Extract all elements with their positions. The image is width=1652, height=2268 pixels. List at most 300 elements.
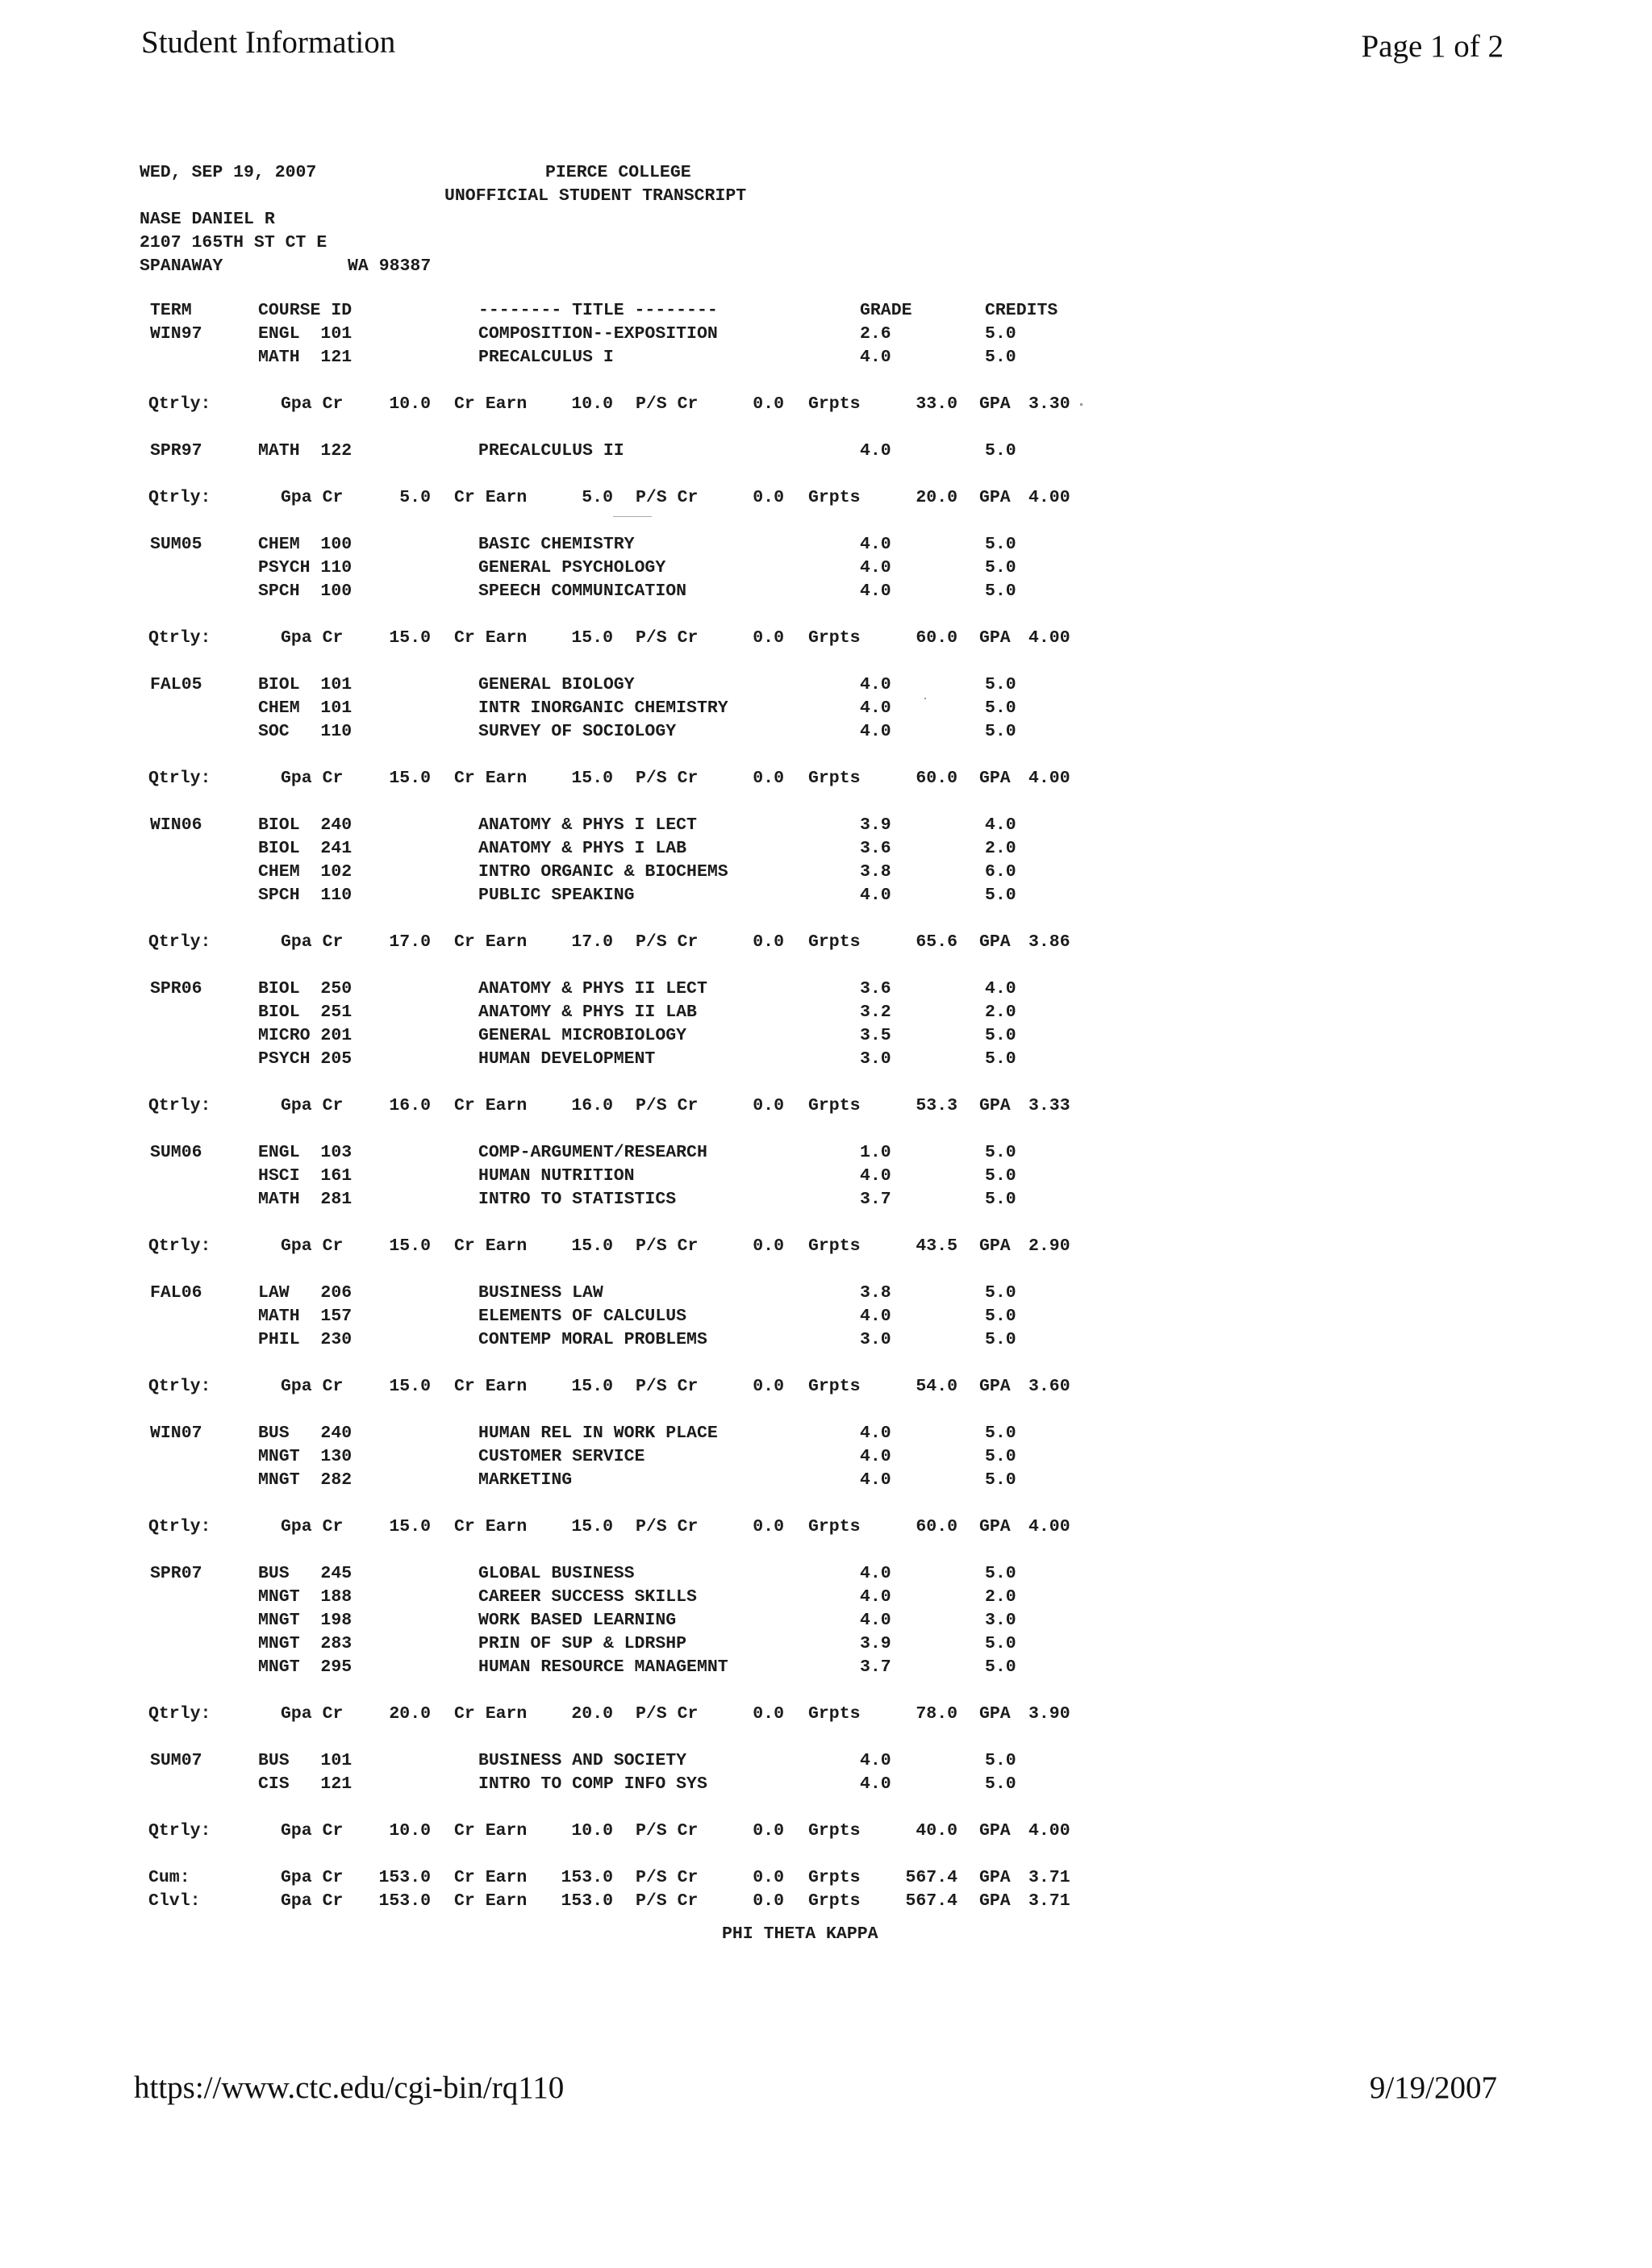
summary-label: Qtrly: — [148, 1096, 211, 1115]
course-grade: 4.0 — [860, 722, 891, 741]
course-row — [0, 698, 1129, 722]
course-credits: 6.0 — [985, 862, 1016, 882]
gpa-value: 4.00 — [1028, 1517, 1070, 1536]
gpa-cr-label: Gpa Cr — [281, 1377, 344, 1396]
term-code: WIN97 — [150, 324, 202, 344]
scan-speck — [924, 698, 926, 699]
course-grade: 4.0 — [860, 582, 891, 601]
cr-earn-label: Cr Earn — [454, 1891, 528, 1911]
course-title: COMP-ARGUMENT/RESEARCH — [478, 1143, 707, 1162]
course-title: ANATOMY & PHYS I LECT — [478, 815, 697, 835]
gpa-cr-value: 20.0 — [389, 1704, 431, 1724]
course-row — [0, 1564, 1129, 1587]
gpa-cr-label: Gpa Cr — [281, 1868, 344, 1887]
cr-earn-value: 20.0 — [571, 1704, 613, 1724]
course-row — [0, 979, 1129, 1003]
course-id: MNGT 188 — [258, 1587, 353, 1607]
gpa-label: GPA — [979, 769, 1011, 788]
summary-label: Qtrly: — [148, 769, 211, 788]
quarter-summary-row — [0, 1096, 1129, 1119]
col-term-header: TERM — [150, 301, 192, 320]
summary-label: Cum: — [148, 1868, 190, 1887]
gpa-label: GPA — [979, 1868, 1011, 1887]
course-title: CAREER SUCCESS SKILLS — [478, 1587, 697, 1607]
course-credits: 5.0 — [985, 558, 1016, 577]
ps-cr-label: P/S Cr — [636, 1868, 699, 1887]
cr-earn-value: 15.0 — [571, 1236, 613, 1256]
spacer — [0, 1400, 1129, 1424]
gpa-label: GPA — [979, 1704, 1011, 1724]
course-row — [0, 441, 1129, 465]
student-city: SPANAWAY — [140, 256, 223, 276]
gpa-cr-label: Gpa Cr — [281, 1236, 344, 1256]
course-id: SPCH 110 — [258, 886, 353, 905]
course-credits: 5.0 — [985, 698, 1016, 718]
course-id: PHIL 230 — [258, 1330, 353, 1349]
scan-speck — [1080, 403, 1083, 406]
term-code: SUM05 — [150, 535, 202, 554]
cr-earn-value: 10.0 — [571, 394, 613, 414]
course-grade: 3.5 — [860, 1026, 891, 1045]
course-grade: 4.0 — [860, 348, 891, 367]
gpa-cr-value: 15.0 — [389, 1517, 431, 1536]
course-grade: 4.0 — [860, 535, 891, 554]
summary-label: Qtrly: — [148, 1377, 211, 1396]
quarter-summary-row — [0, 628, 1129, 652]
course-title: MARKETING — [478, 1470, 573, 1490]
course-title: BASIC CHEMISTRY — [478, 535, 635, 554]
course-credits: 5.0 — [985, 1774, 1016, 1794]
course-title: SPEECH COMMUNICATION — [478, 582, 687, 601]
spacer — [0, 1353, 1129, 1377]
course-id: MNGT 130 — [258, 1447, 353, 1466]
ps-cr-value: 0.0 — [753, 488, 784, 507]
term-code: SPR97 — [150, 441, 202, 461]
gpa-label: GPA — [979, 1096, 1011, 1115]
transcript-table — [0, 301, 1129, 1915]
course-grade: 3.7 — [860, 1657, 891, 1677]
ps-cr-value: 0.0 — [753, 1704, 784, 1724]
gpa-cr-value: 15.0 — [389, 769, 431, 788]
course-grade: 4.0 — [860, 558, 891, 577]
ps-cr-value: 0.0 — [753, 1377, 784, 1396]
spacer — [0, 652, 1129, 675]
course-grade: 3.9 — [860, 815, 891, 835]
course-credits: 2.0 — [985, 1003, 1016, 1022]
gpa-label: GPA — [979, 628, 1011, 648]
cr-earn-label: Cr Earn — [454, 628, 528, 648]
grpts-label: Grpts — [808, 1704, 861, 1724]
term-code: SUM06 — [150, 1143, 202, 1162]
course-id: CHEM 100 — [258, 535, 353, 554]
grpts-value: 53.3 — [916, 1096, 957, 1115]
course-grade: 4.0 — [860, 1470, 891, 1490]
course-credits: 5.0 — [985, 1657, 1016, 1677]
ps-cr-label: P/S Cr — [636, 1377, 699, 1396]
cr-earn-label: Cr Earn — [454, 1377, 528, 1396]
grpts-value: 60.0 — [916, 1517, 957, 1536]
ps-cr-value: 0.0 — [753, 769, 784, 788]
spacer — [0, 511, 1129, 535]
gpa-value: 3.60 — [1028, 1377, 1070, 1396]
course-credits: 5.0 — [985, 1470, 1016, 1490]
course-grade: 4.0 — [860, 1447, 891, 1466]
page-number: Page 1 of 2 — [1361, 29, 1504, 64]
grpts-value: 60.0 — [916, 769, 957, 788]
summary-label: Qtrly: — [148, 932, 211, 952]
gpa-label: GPA — [979, 1236, 1011, 1256]
ps-cr-label: P/S Cr — [636, 394, 699, 414]
grpts-value: 78.0 — [916, 1704, 957, 1724]
course-id: BIOL 251 — [258, 1003, 353, 1022]
course-row — [0, 582, 1129, 605]
course-id: MNGT 283 — [258, 1634, 353, 1653]
course-row — [0, 1049, 1129, 1073]
course-row — [0, 722, 1129, 745]
course-title: HUMAN RESOURCE MANAGEMNT — [478, 1657, 728, 1677]
course-credits: 5.0 — [985, 1634, 1016, 1653]
course-id: MATH 122 — [258, 441, 353, 461]
quarter-summary-row — [0, 394, 1129, 418]
course-row — [0, 1470, 1129, 1494]
spacer — [0, 1540, 1129, 1564]
grpts-value: 54.0 — [916, 1377, 957, 1396]
course-id: CHEM 101 — [258, 698, 353, 718]
gpa-cr-value: 15.0 — [389, 1236, 431, 1256]
gpa-cr-value: 153.0 — [378, 1868, 431, 1887]
course-credits: 5.0 — [985, 441, 1016, 461]
course-title: CONTEMP MORAL PROBLEMS — [478, 1330, 707, 1349]
grpts-value: 40.0 — [916, 1821, 957, 1841]
spacer — [0, 1213, 1129, 1236]
term-code: SPR06 — [150, 979, 202, 999]
course-row — [0, 1166, 1129, 1190]
course-id: BUS 101 — [258, 1751, 353, 1770]
ps-cr-label: P/S Cr — [636, 932, 699, 952]
course-credits: 5.0 — [985, 582, 1016, 601]
spacer — [0, 1073, 1129, 1096]
gpa-cr-label: Gpa Cr — [281, 1704, 344, 1724]
grpts-label: Grpts — [808, 1517, 861, 1536]
course-title: BUSINESS AND SOCIETY — [478, 1751, 687, 1770]
course-id: CIS 121 — [258, 1774, 353, 1794]
gpa-label: GPA — [979, 1891, 1011, 1911]
grpts-label: Grpts — [808, 769, 861, 788]
course-credits: 5.0 — [985, 1564, 1016, 1583]
gpa-label: GPA — [979, 488, 1011, 507]
cr-earn-value: 17.0 — [571, 932, 613, 952]
cr-earn-value: 5.0 — [582, 488, 613, 507]
spacer — [0, 418, 1129, 441]
grpts-label: Grpts — [808, 488, 861, 507]
course-row — [0, 348, 1129, 371]
grpts-label: Grpts — [808, 1096, 861, 1115]
honor-society: PHI THETA KAPPA — [722, 1924, 878, 1944]
cr-earn-label: Cr Earn — [454, 1096, 528, 1115]
ps-cr-label: P/S Cr — [636, 628, 699, 648]
gpa-cr-label: Gpa Cr — [281, 1096, 344, 1115]
gpa-value: 3.71 — [1028, 1891, 1070, 1911]
grpts-label: Grpts — [808, 628, 861, 648]
grpts-label: Grpts — [808, 1236, 861, 1256]
course-id: MNGT 282 — [258, 1470, 353, 1490]
course-row — [0, 1424, 1129, 1447]
spacer — [0, 1494, 1129, 1517]
course-row — [0, 1330, 1129, 1353]
course-id: MATH 157 — [258, 1307, 353, 1326]
course-title: CUSTOMER SERVICE — [478, 1447, 645, 1466]
cr-earn-label: Cr Earn — [454, 932, 528, 952]
grpts-label: Grpts — [808, 1821, 861, 1841]
gpa-label: GPA — [979, 1821, 1011, 1841]
course-id: LAW 206 — [258, 1283, 353, 1303]
spacer — [0, 1845, 1129, 1868]
course-row — [0, 558, 1129, 582]
course-grade: 3.6 — [860, 839, 891, 858]
grpts-value: 43.5 — [916, 1236, 957, 1256]
spacer — [0, 1728, 1129, 1751]
gpa-value: 4.00 — [1028, 1821, 1070, 1841]
gpa-value: 4.00 — [1028, 628, 1070, 648]
ps-cr-label: P/S Cr — [636, 1517, 699, 1536]
course-title: BUSINESS LAW — [478, 1283, 603, 1303]
course-title: WORK BASED LEARNING — [478, 1611, 677, 1630]
grpts-label: Grpts — [808, 932, 861, 952]
ps-cr-label: P/S Cr — [636, 1704, 699, 1724]
ps-cr-value: 0.0 — [753, 1821, 784, 1841]
course-credits: 4.0 — [985, 979, 1016, 999]
course-id: PSYCH 110 — [258, 558, 353, 577]
spacer — [0, 792, 1129, 815]
quarter-summary-row — [0, 488, 1129, 511]
course-credits: 5.0 — [985, 1166, 1016, 1186]
spacer — [0, 1119, 1129, 1143]
course-row — [0, 1774, 1129, 1798]
transcript-title: UNOFFICIAL STUDENT TRANSCRIPT — [444, 186, 747, 206]
course-credits: 5.0 — [985, 324, 1016, 344]
course-credits: 2.0 — [985, 839, 1016, 858]
spacer — [0, 1681, 1129, 1704]
course-title: HUMAN REL IN WORK PLACE — [478, 1424, 718, 1443]
gpa-value: 2.90 — [1028, 1236, 1070, 1256]
course-title: ANATOMY & PHYS I LAB — [478, 839, 687, 858]
course-grade: 3.7 — [860, 1190, 891, 1209]
course-title: PRECALCULUS II — [478, 441, 624, 461]
course-title: SURVEY OF SOCIOLOGY — [478, 722, 677, 741]
quarter-summary-row — [0, 1236, 1129, 1260]
col-grade-header: GRADE — [860, 301, 912, 320]
course-grade: 4.0 — [860, 886, 891, 905]
cr-earn-value: 153.0 — [561, 1891, 613, 1911]
course-title: HUMAN NUTRITION — [478, 1166, 635, 1186]
gpa-cr-value: 15.0 — [389, 628, 431, 648]
course-row — [0, 1283, 1129, 1307]
spacer — [0, 956, 1129, 979]
gpa-cr-label: Gpa Cr — [281, 394, 344, 414]
ps-cr-label: P/S Cr — [636, 1236, 699, 1256]
cr-earn-label: Cr Earn — [454, 1704, 528, 1724]
course-credits: 2.0 — [985, 1587, 1016, 1607]
col-credits-header: CREDITS — [985, 301, 1058, 320]
ps-cr-value: 0.0 — [753, 1517, 784, 1536]
gpa-cr-value: 153.0 — [378, 1891, 431, 1911]
course-title: INTRO TO COMP INFO SYS — [478, 1774, 707, 1794]
cr-earn-label: Cr Earn — [454, 769, 528, 788]
summary-label: Qtrly: — [148, 488, 211, 507]
cr-earn-label: Cr Earn — [454, 1821, 528, 1841]
student-name: NASE DANIEL R — [140, 210, 275, 229]
summary-label: Qtrly: — [148, 394, 211, 414]
gpa-cr-value: 15.0 — [389, 1377, 431, 1396]
ps-cr-value: 0.0 — [753, 628, 784, 648]
course-id: MATH 121 — [258, 348, 353, 367]
print-date: 9/19/2007 — [1369, 2070, 1497, 2105]
cr-earn-label: Cr Earn — [454, 488, 528, 507]
cr-earn-label: Cr Earn — [454, 1868, 528, 1887]
course-title: PRIN OF SUP & LDRSHP — [478, 1634, 687, 1653]
course-grade: 1.0 — [860, 1143, 891, 1162]
course-id: ENGL 103 — [258, 1143, 353, 1162]
course-row — [0, 1190, 1129, 1213]
course-id: BIOL 101 — [258, 675, 353, 694]
spacer — [0, 605, 1129, 628]
summary-label: Qtrly: — [148, 628, 211, 648]
gpa-cr-value: 5.0 — [399, 488, 431, 507]
course-credits: 5.0 — [985, 1026, 1016, 1045]
cr-earn-value: 15.0 — [571, 628, 613, 648]
course-grade: 3.8 — [860, 1283, 891, 1303]
spacer — [0, 1260, 1129, 1283]
course-id: SOC 110 — [258, 722, 353, 741]
course-row — [0, 1611, 1129, 1634]
course-credits: 5.0 — [985, 1190, 1016, 1209]
course-grade: 4.0 — [860, 1774, 891, 1794]
course-id: BIOL 241 — [258, 839, 353, 858]
col-title-header: -------- TITLE -------- — [478, 301, 718, 320]
course-grade: 3.0 — [860, 1330, 891, 1349]
cr-earn-value: 16.0 — [571, 1096, 613, 1115]
gpa-cr-value: 17.0 — [389, 932, 431, 952]
course-grade: 4.0 — [860, 1307, 891, 1326]
ps-cr-value: 0.0 — [753, 1868, 784, 1887]
grpts-value: 33.0 — [916, 394, 957, 414]
ps-cr-label: P/S Cr — [636, 769, 699, 788]
course-row — [0, 839, 1129, 862]
course-grade: 2.6 — [860, 324, 891, 344]
course-credits: 5.0 — [985, 1424, 1016, 1443]
course-grade: 4.0 — [860, 1751, 891, 1770]
gpa-cr-value: 10.0 — [389, 1821, 431, 1841]
term-code: SUM07 — [150, 1751, 202, 1770]
course-id: SPCH 100 — [258, 582, 353, 601]
gpa-value: 3.33 — [1028, 1096, 1070, 1115]
total-row — [0, 1891, 1129, 1915]
student-address: 2107 165TH ST CT E — [140, 233, 327, 252]
course-id: BUS 245 — [258, 1564, 353, 1583]
course-row — [0, 1634, 1129, 1657]
course-id: MATH 281 — [258, 1190, 353, 1209]
course-title: INTR INORGANIC CHEMISTRY — [478, 698, 728, 718]
cr-earn-value: 153.0 — [561, 1868, 613, 1887]
course-row — [0, 1587, 1129, 1611]
course-credits: 5.0 — [985, 886, 1016, 905]
course-grade: 4.0 — [860, 1166, 891, 1186]
course-grade: 4.0 — [860, 1611, 891, 1630]
summary-label: Qtrly: — [148, 1236, 211, 1256]
col-course-header: COURSE ID — [258, 301, 353, 320]
college-name: PIERCE COLLEGE — [545, 163, 691, 182]
course-title: HUMAN DEVELOPMENT — [478, 1049, 656, 1069]
cr-earn-label: Cr Earn — [454, 394, 528, 414]
cr-earn-value: 15.0 — [571, 1517, 613, 1536]
course-title: GENERAL BIOLOGY — [478, 675, 635, 694]
cr-earn-value: 15.0 — [571, 1377, 613, 1396]
ps-cr-label: P/S Cr — [636, 1096, 699, 1115]
grpts-value: 60.0 — [916, 628, 957, 648]
course-id: BIOL 240 — [258, 815, 353, 835]
gpa-cr-label: Gpa Cr — [281, 488, 344, 507]
grpts-value: 20.0 — [916, 488, 957, 507]
course-row — [0, 675, 1129, 698]
course-credits: 5.0 — [985, 1751, 1016, 1770]
course-title: INTRO ORGANIC & BIOCHEMS — [478, 862, 728, 882]
grpts-label: Grpts — [808, 1891, 861, 1911]
ps-cr-label: P/S Cr — [636, 488, 699, 507]
course-grade: 3.0 — [860, 1049, 891, 1069]
course-grade: 4.0 — [860, 441, 891, 461]
course-credits: 5.0 — [985, 1143, 1016, 1162]
ps-cr-value: 0.0 — [753, 1236, 784, 1256]
ps-cr-value: 0.0 — [753, 1891, 784, 1911]
course-title: ELEMENTS OF CALCULUS — [478, 1307, 687, 1326]
ps-cr-label: P/S Cr — [636, 1821, 699, 1841]
course-row — [0, 1143, 1129, 1166]
gpa-label: GPA — [979, 1377, 1011, 1396]
course-row — [0, 1447, 1129, 1470]
quarter-summary-row — [0, 932, 1129, 956]
gpa-cr-label: Gpa Cr — [281, 932, 344, 952]
gpa-value: 3.90 — [1028, 1704, 1070, 1724]
spacer — [0, 1798, 1129, 1821]
course-credits: 5.0 — [985, 1447, 1016, 1466]
course-credits: 5.0 — [985, 348, 1016, 367]
term-code: WIN07 — [150, 1424, 202, 1443]
course-row — [0, 535, 1129, 558]
course-id: MNGT 295 — [258, 1657, 353, 1677]
gpa-cr-label: Gpa Cr — [281, 628, 344, 648]
course-grade: 4.0 — [860, 698, 891, 718]
source-url[interactable]: https://www.ctc.edu/cgi-bin/rq110 — [134, 2070, 565, 2105]
course-row — [0, 1307, 1129, 1330]
course-credits: 5.0 — [985, 535, 1016, 554]
scan-speck — [613, 516, 652, 517]
course-credits: 5.0 — [985, 1330, 1016, 1349]
cr-earn-value: 10.0 — [571, 1821, 613, 1841]
quarter-summary-row — [0, 1517, 1129, 1540]
course-grade: 4.0 — [860, 1587, 891, 1607]
course-row — [0, 886, 1129, 909]
summary-label: Qtrly: — [148, 1704, 211, 1724]
course-title: GLOBAL BUSINESS — [478, 1564, 635, 1583]
course-grade: 4.0 — [860, 1424, 891, 1443]
course-grade: 4.0 — [860, 675, 891, 694]
course-title: GENERAL MICROBIOLOGY — [478, 1026, 687, 1045]
course-id: BUS 240 — [258, 1424, 353, 1443]
course-credits: 5.0 — [985, 722, 1016, 741]
ps-cr-value: 0.0 — [753, 394, 784, 414]
term-code: SPR07 — [150, 1564, 202, 1583]
cr-earn-value: 15.0 — [571, 769, 613, 788]
